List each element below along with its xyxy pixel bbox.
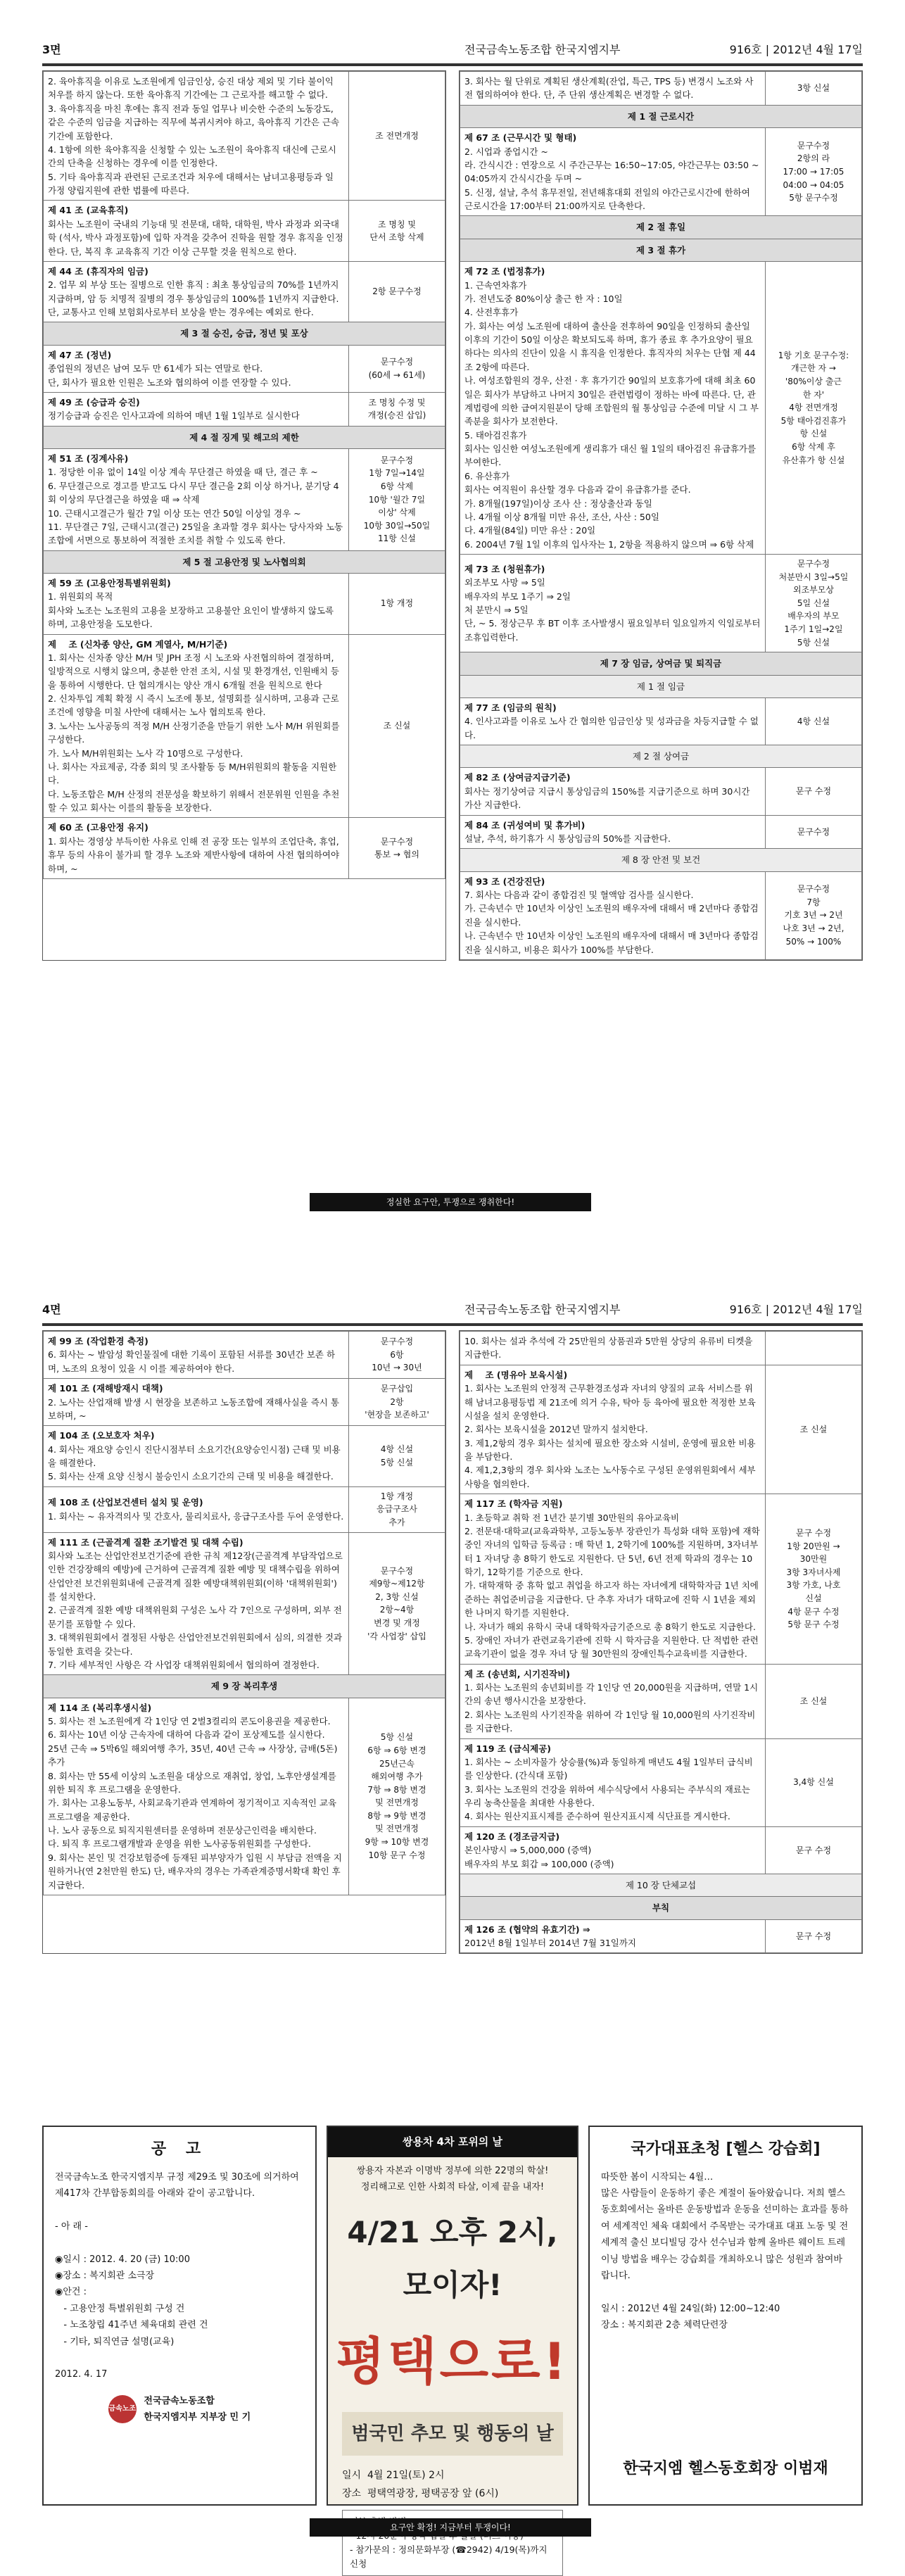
union-name: 전국금속노동조합 한국지엠지부 [464,1303,621,1316]
article-clause: 나. 여성조합원의 경우, 산전 · 후 휴가기간 90일의 보호휴가에 대해 최초 60일은 회사가 부담하고 나머지 30일은 관련법령이 정하는 바에 따른다. 단, 관계법령에 의한 급여지원분이 당해 조합원의 월 통상임금 수준에 미달 시 그 부족분을 회사가 보전한다. [464,375,759,427]
article-clause: 5. 회사는 산재 요양 신청시 불승인시 소요기간의 근태 및 비용을 해결한다. [48,1471,334,1482]
section-heading [44,426,445,448]
article-title: 제 120 조 (경조금지급) [464,1831,560,1842]
page-3 [42,28,863,1218]
article-clause: 4. 회사는 재요양 승인시 진단시점부터 소요기간(요양승인시점) 근태 및 비용을 해결한다. [48,1444,341,1468]
section-heading-text: 부칙 [460,1897,862,1919]
article-clause: 6. 회사는 10년 이상 근속자에 대하여 다음과 같이 포상제도를 실시한다. [48,1729,325,1741]
section-heading-text: 제 2 절 상여금 [460,745,862,768]
revision-note: 문구수정 (60세 → 61세) [348,345,445,392]
article-clause: 외조부모 사망 ⇒ 5일 [464,577,545,588]
notice-sign-text: 전국금속노동조합 한국지엠지부 지부장 민 기 [144,2395,251,2423]
header-rule [42,63,863,66]
section-heading [460,745,862,768]
article-clause: 배우자의 부모 1주기 ⇒ 2일 [464,591,571,602]
revision-note: 문구삽입 2항 '현장을 보존하고' [348,1379,445,1426]
article-clause: 1. 회사는 ~ 소비자물가 상승률(%)과 동일하게 매년도 4월 1일부터 급식비를 인상한다. (간식대 포함) [464,1756,753,1781]
article-title: 제 93 조 (건강진단) [464,876,545,887]
article-clause: 나. 자녀가 해외 유학시 국내 대학학자금기준으로 총 8학기 한도로 지급한다. [464,1621,756,1632]
article-clause: 1. 회사는 ~ 유자격의사 및 간호사, 물리치료사, 응급구조사를 두어 운영한다. [48,1510,344,1522]
clinic-title: 국가대표초청 [헬스 강습회] [631,2140,821,2158]
revision-note: 1항 개정 [348,574,445,635]
article-clause: 1. 정당한 이유 없이 14일 이상 계속 무단결근 하였을 때 단, 결근 후 ~ [48,467,318,478]
revision-note: 조 신설 [765,1664,861,1738]
article-title: 제 60 조 (고용안정 유지) [48,822,148,833]
article-row [44,392,445,426]
article-clause: 2. 육아휴직을 이유로 노조원에게 임금인상, 승진 대상 제외 및 기타 불이익 처우를 하지 않는다. 또한 육아휴직 기간에는 그 근로자를 해고할 수 없다. [48,76,336,101]
revision-note: 문구 수정 [765,1826,861,1874]
article-clause: 1. 회사는 신차종 양산 M/H 및 JPH 조정 시 노조와 사전협의하여 결정하며, 일방적으로 시행치 않으며, 충분한 안전 조치, 시설 및 환경개선, 인원배치 등을 통하여 시행한다. 단 협의개시는 양산 개시 6개월 전을 원칙으로 한다 [48,652,339,690]
article-body [460,697,766,745]
article-body [44,392,349,426]
health-clinic-box [588,2126,863,2506]
article-clause: 11. 무단결근 7일, 근태시고(결근) 25일을 초과할 경우 회사는 당사자와 노동조합에 서면으로 통보하여 적절한 조치를 취할 수 있도록 한다. [48,521,343,546]
rally-event-name: 범국민 추모 및 행동의 날 [342,2412,563,2456]
revision-note: 3,4항 신설 [765,1738,861,1826]
article-clause: 7. 회사는 다음과 같이 종합검진 및 혈액암 검사를 실시한다. [464,890,694,901]
page-footer-slogan: 정실한 요구안, 투쟁으로 쟁취한다! [310,1193,591,1211]
revision-note: 4항 신설 5항 신설 [348,1426,445,1487]
rally-place-headline: 평택으로! [336,2331,569,2391]
articles-table [460,71,862,960]
article-body [460,815,766,849]
union-seal-icon: 금속노조 [108,2395,137,2423]
section-heading-text: 제 3 절 승진, 승급, 정년 및 포상 [44,322,445,345]
article-clause: 4. 산전후휴가 [464,307,519,318]
article-body [460,871,766,959]
article-title: 제 44 조 (휴직자의 임금) [48,265,148,277]
union-name: 전국금속노동조합 한국지엠지부 [464,43,621,56]
article-row [44,449,445,551]
article-title: 제 99 조 (작업환경 측정) [48,1336,148,1346]
issue-date: 916호 | 2012년 4월 17일 [729,43,863,56]
section-heading [460,675,862,697]
article-clause: 2012년 8월 1일부터 2014년 7월 31일까지 [464,1938,637,1948]
article-title: 제 84 조 (귀성여비 및 휴가비) [464,819,586,831]
article-clause: 1. 위원회의 목적 [48,591,113,602]
article-clause: 7. 기타 세부적인 사항은 각 사업장 대책위원회에서 협의하여 결정한다. [48,1659,319,1670]
article-row [44,72,445,201]
revision-note: 문구수정 처분만시 3일→5일 외조부모상 5일 신설 배우자의 부모 1주기 1일→2일 5항 신설 [765,555,861,652]
article-title: 제 111 조 (근골격계 질환 조기발견 및 대책 수립) [48,1536,243,1548]
rally-subtitle: 쌍용자 자본과 이명박 정부에 의한 22명의 학살! 정리해고로 인한 사회적 타살, 이제 끝을 내자! [356,2166,549,2193]
header-rule [42,1323,863,1326]
article-row [44,1379,445,1426]
notice-body: 전국금속노조 한국지엠지부 규정 제29조 및 30조에 의거하여 제417차 간부합동회의를 아래와 같이 공고합니다. - 아 래 - ◉일시 : 2012. 4. 20 (금) 10:00 ◉장소 : 복지회관 소극장 ◉안건 : - 고용안정 특별위원회 구성 건 - 노조창립 41주년 체육대회 관련 건 - 기타, 퇴직연금 설명(교육) 2012. 4. 17 [55,2171,299,2380]
article-body [460,72,766,106]
article-clause: 처 분만시 ⇒ 5일 [464,605,529,616]
article-clause: 2. 회사는 보육시설을 2012년 말까지 설치한다. [464,1424,648,1435]
article-row [44,634,445,818]
article-clause: 회사와 노조는 산업안전보건기준에 관한 규칙 제12장(근골격계 부담작업으로 인한 건강장해의 예방)에 근거하여 근골격계 질환 예방 및 대책수립을 위하여 산업안전 보건위원회내에 근골격계 질환 예방대책위원회(이하 '대책위원회')를 설치한다. [48,1550,346,1603]
article-body [460,1738,766,1826]
article-clause: 1. 근속연차휴가 [464,279,527,291]
section-heading-text: 제 2 절 휴일 [460,216,862,239]
article-title: 제 72 조 (법정휴가) [464,266,545,277]
section-heading-text: 제 1 절 근로시간 [460,105,862,127]
article-row [44,574,445,635]
article-body [44,201,349,262]
article-clause: 나. 근속년수 만 10년차 이상인 노조원의 배우자에 대해서 매 3년마다 종합검진을 실시하고, 비용은 회사가 100%를 부담한다. [464,930,759,955]
clinic-signature: 한국지엠 헬스동호회장 이범재 [623,2460,828,2478]
article-title: 제 조 (명유아 보육시설) [464,1369,568,1380]
article-clause: 종업원의 정년은 남여 모두 만 61세가 되는 연말로 한다. [48,363,263,374]
article-clause: 6. 유산휴가 [464,470,510,481]
revision-note: 조 명칭 수정 및 개정(승진 삽입) [348,392,445,426]
page-header [42,28,863,66]
article-row [44,261,445,322]
article-clause: 회사는 여직원이 유산할 경우 다음과 같이 유급휴가를 준다. [464,484,691,495]
article-title: 제 41 조 (교육휴직) [48,205,129,216]
section-heading [44,322,445,345]
revision-note: 문구수정 [765,815,861,849]
article-clause: 6. 무단결근으로 경고를 받고도 다시 무단 결근을 2회 이상 하거나, 분기당 4회 이상의 무단결근을 하였을 때 ⇒ 삭제 [48,480,339,505]
section-heading-text: 제 10 장 단체교섭 [460,1874,862,1896]
article-title: 제 67 조 (근무시간 및 형태) [464,132,577,144]
article-body [460,1365,766,1494]
revision-note: 조 신설 [348,634,445,818]
article-clause: 본인사망시 ⇒ 5,000,000 (증액) [464,1845,592,1856]
revision-note: 문구수정 7항 기호 3년 → 2년 나호 3년 → 2년, 50% → 100% [765,871,861,959]
article-clause: 가. 회사는 여성 노조원에 대하여 출산을 전후하여 90일을 인정하되 출산일 이후의 기간이 50일 이상은 확보되도록 하며, 휴가 종료 후 추가요양이 필요하다는 의사의 진단이 있을 시 휴직을 인정한다. 휴직자의 처우는 단협 제 44조 2항에 따른다. [464,320,756,372]
revision-note: 문구수정 제9항~제12항 2, 3항 신설 2항~4항 변경 및 개정 '각 사업장' 삽입 [348,1532,445,1675]
page-footer-slogan: 요구안 확정! 지금부터 투쟁이다! [310,2518,591,2537]
article-clause: 가. 근속년수 만 10년차 이상인 노조원의 배우자에 대해서 매 2년마다 종합검진을 실시한다. [464,903,759,928]
article-row [44,1332,445,1379]
article-row [44,1698,445,1895]
article-row [460,1365,862,1494]
article-body [460,768,766,815]
article-title: 제 108 조 (산업보건센터 설치 및 운영) [48,1497,203,1508]
section-heading [44,1675,445,1698]
article-row [460,1332,862,1365]
article-clause: 정기승급과 승진은 인사고과에 의하여 매년 1월 1일부로 실시한다 [48,410,300,422]
article-clause: 5. 회사는 전 노조원에게 각 1인당 연 2벌3켤리의 콘도이용권을 제공한다. [48,1716,331,1727]
section-heading [460,216,862,239]
revision-note [765,1332,861,1365]
article-body [44,818,349,879]
article-clause: 9. 회사는 본인 및 건강보험증에 등재된 피부양자가 입원 시 부담금 전액을 지원하거나(연 2천만원 한도) 단, 배우자의 경우는 가족관계증명서확대 확인 후 지급한다. [48,1852,343,1890]
revision-note: 문구수정 6항 10년 → 30년 [348,1332,445,1379]
article-body [44,261,349,322]
article-clause: 2. 신차투입 계획 확정 시 즉시 노조에 통보, 설명회를 실시하며, 고용과 근로조건에 영향을 미칠 사안에 대해서는 노사 협의토록 한다. [48,693,339,718]
revision-note: 문구 수정 1항 20만원 → 30만원 3항 3자녀사제 3항 가호, 나호 신설 4항 문구 수정 5항 문구 수정 [765,1494,861,1665]
section-heading-text: 제 7 장 임금, 상여금 및 퇴직금 [460,652,862,675]
article-clause: 5. 태아검진휴가 [464,429,527,441]
article-body [44,449,349,551]
article-clause: 3. 제1,2항의 경우 회사는 설치에 필요한 장소와 시설비, 운영에 필요한 비용을 부담한다. [464,1437,756,1462]
article-title: 제 73 조 (청원휴가) [464,563,545,574]
article-body [460,1664,766,1738]
article-clause: 1. 초등학교 취학 전 1년간 분기별 30만원의 유아교육비 [464,1512,680,1523]
article-clause: 다. 4개월(84일) 미만 유산 : 20일 [464,525,596,536]
revision-note: 문구 수정 [765,1919,861,1953]
article-clause: 단, 교통사고 인해 보험회사로부터 보상을 받는 경우에는 예외로 한다. [48,307,314,317]
article-body [44,1532,349,1675]
left-column [42,70,446,961]
revision-note: 1항 기호 문구수정: 개근한 자 → '80%이상 출근 한 자' 4항 전면개정 5항 태아검진휴가 항 신설 6항 삭제 후 유산휴가 항 신설 [765,262,861,555]
article-clause: 4. 회사는 원산지표시제를 준수하여 원산지표시제 식단표를 게시한다. [464,1811,730,1822]
article-clause: 6. 2004년 7월 1일 이후의 입사자는 1, 2항을 적용하지 않으며 ⇒ 6항 삭제 [464,538,754,550]
article-row [460,262,862,555]
article-row [44,1426,445,1487]
article-clause: 3. 회사는 월 단위로 계획된 생산계획(잔업, 특근, TPS 등) 변경시 노조와 사전 협의하여야 한다. 단, 주 단위 생산계획은 변경할 수 없다. [464,76,754,101]
revision-note: 1항 개정 응급구조사 추가 [348,1486,445,1532]
article-clause: 가. 8개월(197일)이상 조사 산 : 정상출산과 동일 [464,498,652,509]
article-row [460,1826,862,1874]
article-title: 제 47 조 (정년) [48,349,112,360]
article-row [44,1532,445,1675]
page-number: 3면 [42,43,61,56]
articles-table [43,1331,445,1895]
section-heading-text: 제 8 장 안전 및 보건 [460,849,862,871]
article-title: 제 77 조 (임금의 원칙) [464,702,557,713]
notice-box [42,2126,317,2506]
article-row [460,555,862,652]
article-clause: 다. 퇴직 후 프로그램개발과 운영을 위한 노사공동위원회를 구성한다. [48,1838,311,1850]
article-clause: 나. 4개월 이상 8개월 미만 유산, 조산, 사산 : 50일 [464,511,659,522]
revision-note: 5항 신설 6항 ⇒ 6항 변경 25년근속 해외여행 추가 7항 ⇒ 8항 변경 및 전면개정 8항 ⇒ 9항 변경 및 전면개정 9항 ⇒ 10항 변경 10항 문구 수정 [348,1698,445,1895]
article-clause: 1. 회사는 노조원의 안정적 근무환경조성과 자녀의 양질의 교육 서비스를 위해 남녀고용평등법 제 21조에 의거 수유, 탁아 등 육아에 필요한 적정한 보육시설을 설치 운영한다. [464,1383,756,1421]
article-body [460,262,766,555]
rally-time-headline: 4/21 오후 2시, 모이자! [347,2214,558,2303]
article-clause: 회사는 정기상여금 지급시 통상임금의 150%를 지급기준으로 하며 30시간 가산 지급한다. [464,785,753,811]
article-body [44,1698,349,1895]
section-heading [44,550,445,573]
article-title: 제 59 조 (고용안정특별위원회) [48,578,171,588]
article-body [44,634,349,818]
rally-transport-info: - 참가문의 : 정의문화부장 (☎2942) 4/19(목)까지 신청 [342,2510,563,2576]
article-clause: 회사는 임신한 여성노조원에게 생리휴가 대신 월 1일의 태아검진 유급휴가를 부여한다. [464,443,759,468]
article-clause: 4. 제1,2,3항의 경우 회사와 노조는 노사동수로 구성된 운영위원회에서 세부사항을 협의한다. [464,1465,756,1489]
article-row [44,1486,445,1532]
section-heading-text: 제 9 장 복리후생 [44,1675,445,1698]
article-title: 제 49 조 (승급과 승진) [48,396,140,408]
article-clause: 3. 육아휴직을 마친 후에는 휴직 전과 동일 업무나 비슷한 수준의 노동강도, 같은 수준의 임금을 지급하는 직무에 복귀시켜야 하고, 육아휴직 기간은 근속기간에 포함한다. [48,103,340,141]
article-title: 제 51 조 (징계사유) [48,453,129,464]
issue-date: 916호 | 2012년 4월 17일 [729,1303,863,1316]
article-row [44,201,445,262]
article-clause: 4. 인사고과를 이유로 노사 간 협의한 임금인상 및 성과금을 차등지급할 수 없다. [464,716,759,740]
revision-note: 문구수정 1항 7일→14일 6항 삭제 10항 '월간 7일 이상' 삭제 10항 30일→50일 11항 신설 [348,449,445,551]
article-clause: 8. 회사는 만 55세 이상의 노조원을 대상으로 재취업, 창업, 노후안생설계를 위한 퇴직 후 프로그램을 운영한다. [48,1770,339,1795]
page-4 [42,1288,863,2569]
article-clause: 단, ~ 5. 정상근무 후 BT 이후 조사발생시 필요일부터 일요일까지 익일로부터 조휴입력한다. [464,618,764,643]
article-row [460,871,862,959]
section-heading [460,239,862,261]
article-clause: 2. 회사는 노조원의 사기진작을 위하여 각 1인당 월 10,000원의 사기진작비를 지급한다. [464,1709,756,1734]
article-title: 제 126 조 (협약의 유효기간) ⇒ [464,1924,590,1935]
article-clause: 3. 노사는 노사공동의 적정 M/H 산정기준을 만들기 위한 노사 M/H 위원회를 구성한다. [48,720,343,745]
article-body [460,555,766,652]
article-clause: 설날, 추석, 하기휴가 시 통상임금의 50%를 지급한다. [464,833,671,844]
article-body [460,1494,766,1665]
article-clause: 가. 전년도중 80%이상 출근 한 자 : 10일 [464,293,623,304]
article-row [460,72,862,106]
article-title: 제 114 조 (복리후생시설) [48,1702,152,1713]
article-body [44,1379,349,1426]
revision-note: 조 전면개정 [348,72,445,201]
notice-title: 공 고 [151,2140,208,2158]
article-row [460,1919,862,1953]
article-clause: 3. 대책위원회에서 결정된 사항은 산업안전보건위원회에서 심의, 의결한 것과 동일한 효력을 갖는다. [48,1632,346,1657]
article-title: 제 119 조 (급식제공) [464,1743,552,1754]
article-body [460,128,766,216]
article-clause: 2. 근골격계 질환 예방 대책위원회 구성은 노사 각 7인으로 구성하며, 외부 전문기를 포함할 수 있다. [48,1605,342,1629]
revision-note: 문구 수정 [765,768,861,815]
article-clause: 3. 회사는 노조원의 건강을 위하여 세수식당에서 사용되는 주부식의 재료는 우리 농축산물을 최대한 사용한다. [464,1783,753,1808]
section-heading-text: 제 4 절 징계 및 해고의 제한 [44,426,445,448]
article-title: 제 82 조 (상여금지급기준) [464,772,571,783]
article-clause: 가. 노사 M/H위원회는 노사 각 10명으로 구성한다. [48,747,243,759]
article-clause: 5. 장애인 자녀가 관련교육기관에 진학 시 학자금을 지원한다. 단 적법한 관련교육기관이 없을 경우 자녀 당 월 30만원의 장애인특수교육비를 지급한다. [464,1634,759,1660]
left-column [42,1330,446,1954]
section-heading [460,1897,862,1919]
article-title: 제 101 조 (재해방재시 대책) [48,1383,163,1394]
article-clause: 나. 노사 공동으로 퇴직지원센터를 운영하며 전문상근인력을 배치한다. [48,1825,317,1836]
article-clause: 6. 회사는 ~ 발암성 확인물질에 대한 기록이 포함된 서류를 30년간 보존 하며, 노조의 요청이 있을 시 이를 제공하여야 한다. [48,1349,336,1374]
right-column [459,1330,863,1954]
article-row [460,1738,862,1826]
article-clause: 5. 기타 육아휴직과 관련된 근로조건과 처우에 대해서는 남녀고용평등과 일 가정 양립지원에 관한 법률에 따른다. [48,171,336,196]
article-body [460,1919,766,1953]
section-heading-text: 제 3 절 휴가 [460,239,862,261]
article-clause: 배우자의 부모 회갑 ⇒ 100,000 (증액) [464,1858,614,1869]
article-row [460,1664,862,1738]
article-clause: 라. 간식시간 : 연장으로 시 주간근무는 16:50~17:05, 야간근무는 03:50 ~ 04:05까지 간식시간을 두며 ~ [464,159,762,184]
article-clause: 2. 업무 외 부상 또는 질병으로 인한 휴직 : 최초 통상임금의 70%를 1년까지 지급하며, 암 등 치명적 질병의 경우 통상임금의 100%를 1년까지 지급한다. [48,279,342,304]
revision-note: 문구수정 통보 → 협의 [348,818,445,879]
article-body [44,574,349,635]
article-row [460,128,862,216]
article-title: 제 조 (송년회, 시기진작비) [464,1668,570,1679]
article-row [460,1494,862,1665]
article-clause: 1. 회사는 노조원의 송년회비를 각 1인당 연 20,000원을 지급하며, 연말 1시간의 송년 행사시간을 보장한다. [464,1682,759,1707]
article-clause: 5. 신정, 설날, 추석 휴무전일, 전년해휴대회 전일의 야간근로시간에 한하여 근로시간을 17:00부터 21:00까지로 단축한다. [464,187,753,211]
page-header [42,1288,863,1326]
section-heading [460,105,862,127]
article-clause: 4. 1항에 의한 육아휴직을 신청할 수 있는 노조원이 육아휴직 대신에 근로시간의 단축을 신청하는 경우에 이를 인정한다. [48,144,336,169]
article-clause: 가. 대학재학 중 휴학 없고 취업을 하고자 하는 자녀에게 대학학자금 1년 치에 준하는 취업준비금을 지급한다. 단 추후 자녀가 대학교에 진학 시 1년을 제외한 나머지 학기를 지원한다. [464,1580,761,1619]
article-clause: 10. 근태시고결근가 월간 7일 이상 또는 연간 50일 이상일 경우 ~ [48,507,301,519]
revision-note: 조 신설 [765,1365,861,1494]
articles-table [43,71,445,879]
section-heading [460,849,862,871]
right-column [459,70,863,961]
article-clause: 다. 노동조합은 M/H 산정의 전문성을 확보하기 위해서 전문위원 인원을 추천할 수 있고 회사는 이를의 활동을 보장한다. [48,788,340,813]
article-row [44,345,445,392]
revision-note: 3항 신설 [765,72,861,106]
article-body [44,1332,349,1379]
article-clause: 10. 회사는 설과 추석에 각 25만원의 상품권과 5만원 상당의 유류비 티켓을 지급한다. [464,1336,756,1360]
article-clause: 회사와 노조는 노조원의 고용을 보장하고 고용불안 요인이 발생하지 않도록 하며, 고용안정을 도모한다. [48,605,337,630]
article-row [460,768,862,815]
article-clause: 25년 근속 ⇒ 5박6일 해외여행 추가, 35년, 40년 근속 ⇒ 사장상, 금배(5돈) 추가 [48,1743,341,1768]
page-number: 4면 [42,1303,61,1316]
rally-header: 쌍용차 4차 포위의 날 [328,2127,577,2157]
article-row [460,815,862,849]
article-body [44,72,349,201]
article-clause: 가. 회사는 고용노동부, 사회교육기관과 연계하여 정기적이고 지속적인 교육프로그램을 제공한다. [48,1798,337,1822]
article-title: 제 117 조 (학자금 지원) [464,1498,563,1510]
article-clause: 회사는 노조원이 국내의 기능대 및 전문대, 대학, 대학원, 박사 과정과 외국대학 (석사, 박사 과정포함)에 입학 자격을 갖추어 진학을 원할 경우 휴직을 인정한다. 단, 복직 후 교육휴직 기간 이상 근무할 것을 원칙으로 한다. [48,218,343,257]
rally-when-where: 일시 4월 21일(토) 2시 장소 평택역광장, 평택공장 앞 (6시) [342,2470,499,2499]
article-title: 제 104 조 (오보호자 처우) [48,1430,155,1441]
article-clause: 2. 노사는 산업재해 발생 시 현장을 보존하고 노동조합에 재해사실을 즉시 통보하며, ~ [48,1396,339,1421]
article-clause: 나. 회사는 자료제공, 각종 회의 및 조사활동 등 M/H위원회의 활동을 지원한다. [48,761,337,786]
revision-note: 2항 문구수정 [348,261,445,322]
clinic-body: 따뜻한 봄이 시작되는 4월… 많은 사람들이 운동하기 좋은 계절이 돌아왔습니다. 저희 헬스동호회에서는 올바른 운동방법과 운동을 선미하는 효과를 통하여 세계적인 체육 대회에서 주목받는 국가대표 대표 노동 및 전세계적 출신 보디빌딩 강사 선수님과 함께 올바른 웨이트 트레이닝 방법을 배우는 강습회를 개최하오니 많은 성원과 참여바랍니다. 일시 : 2012년 4월 24일(화) 12:00~12:40 장소 : 복지회관 2층 체력단련장 [601,2171,849,2331]
revision-note: 4항 신설 [765,697,861,745]
article-clause: 2. 시업과 종업시간 ~ [464,146,548,157]
article-body [44,345,349,392]
article-row [44,818,445,879]
notice-signature [55,2393,304,2426]
article-body [44,1426,349,1487]
article-body [460,1332,766,1365]
section-heading [460,1874,862,1896]
article-title: 제 조 (신차종 양산, GM 계열사, M/H기준) [48,638,228,650]
articles-table [460,1331,862,1953]
article-row [460,697,862,745]
article-clause: 단, 회사가 필요한 인원은 노조와 협의하여 이를 연장할 수 있다. [48,377,291,388]
article-body [44,1486,349,1532]
article-clause: 2. 전문대·대학교(교육과학부, 고등노동부 장관인가 특성화 대학 포함)에 재학중인 자녀의 입학금 등록금 : 매 학년 1, 2학기에 100%를 지원하며, 3자녀부터 1 자녀당 총 8학기 한도로 지원한다. 단 5년, 6년 전제 학과의 경우는 10학기, 12학기를 기준으로 한다. [464,1525,760,1577]
section-heading [460,652,862,675]
article-clause: 1. 회사는 경영상 부득이한 사유로 인해 전 공장 또는 일부의 조업단축, 휴업, 휴무 등의 사유이 불가피 할 경우 노조와 제반사항에 대하여 사전 협의하여야 하며, ~ [48,835,343,874]
section-heading-text: 제 5 절 고용안정 및 노사협의회 [44,550,445,573]
revision-note: 조 명칭 및 단서 조항 삭제 [348,201,445,262]
section-heading-text: 제 1 절 임금 [460,675,862,697]
article-body [460,1826,766,1874]
revision-note: 문구수정 2항의 라 17:00 → 17:05 04:00 → 04:05 5항 문구수정 [765,128,861,216]
